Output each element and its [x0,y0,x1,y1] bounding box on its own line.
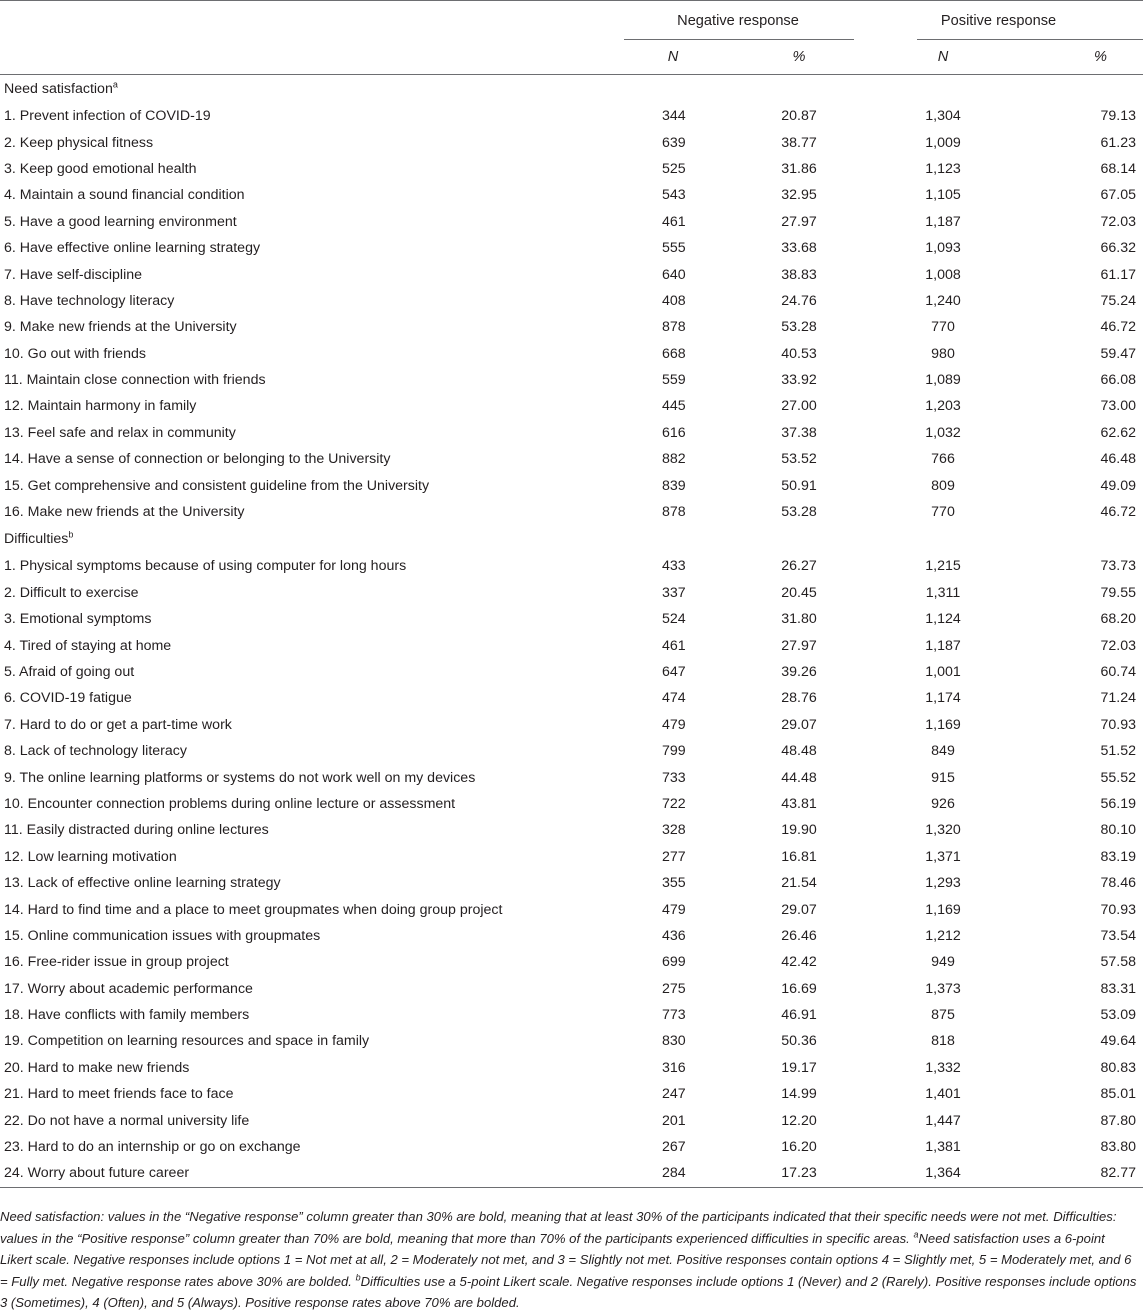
row-label: 12. Maintain harmony in family [4,398,197,415]
table-row [0,738,1143,764]
table-row [0,712,1143,738]
footnote-b-marker: b [355,1272,361,1283]
row-label: 6. Have effective online learning strategy [4,240,261,257]
row-label: 7. Hard to do or get a part-time work [4,716,232,733]
neg-n-cell: 201 [662,1112,686,1129]
table-row [0,1002,1143,1028]
table-row [0,632,1143,658]
positive-group-rule [917,39,1143,40]
row-label: 1. Prevent infection of COVID-19 [4,108,211,125]
neg-pct-cell: 21.54 [781,875,817,892]
section-footnote-marker: b [68,529,74,540]
neg-n-cell: 773 [662,1007,686,1024]
neg-pct-cell: 37.38 [781,424,817,441]
row-label: 8. Have technology literacy [4,292,175,309]
pos-n-cell: 1,373 [925,980,961,997]
pos-pct-cell: 61.17 [1100,266,1137,283]
neg-n-cell: 408 [662,292,686,309]
row-label: 8. Lack of technology literacy [4,743,187,760]
row-label: 19. Competition on learning resources and space in family [4,1033,370,1050]
table-row [0,1107,1143,1133]
positive-response-header: Positive response [940,12,1057,29]
neg-pct-cell: 31.80 [781,611,817,628]
pos-n-cell: 1,447 [925,1112,961,1129]
neg-n-cell: 337 [662,584,686,601]
pos-n-cell: 1,212 [925,927,961,944]
neg-pct-cell: 26.27 [781,558,817,575]
pos-pct-cell: 66.32 [1100,240,1137,257]
pos-pct-cell: 46.72 [1100,504,1137,521]
pos-pct-cell: 73.54 [1100,927,1137,944]
table-body [0,75,1143,1188]
footnote-a-marker: a [913,1229,919,1240]
row-label: 18. Have conflicts with family members [4,1007,250,1024]
table-row [0,420,1143,446]
table-row [0,288,1143,314]
pos-n-cell: 1,311 [925,584,961,601]
neg-n-cell: 328 [662,822,686,839]
table-row [0,870,1143,896]
table-row [0,659,1143,685]
pos-n-cell: 1,304 [925,108,961,125]
pos-pct-cell: 79.13 [1100,108,1137,125]
row-label: 23. Hard to do an internship or go on exchange [4,1139,301,1156]
neg-pct-cell: 31.86 [781,160,817,177]
pos-n-cell: 949 [931,954,955,971]
pos-pct-cell: 79.55 [1100,584,1137,601]
row-label: 14. Have a sense of connection or belonging to the University [4,451,391,468]
neg-n-cell: 524 [662,611,686,628]
pos-pct-cell: 53.09 [1100,1007,1137,1024]
table-row [0,1055,1143,1081]
table-row [0,764,1143,790]
pos-pct-cell: 60.74 [1100,664,1137,680]
row-label: 10. Encounter connection problems during online lecture or assessment [4,795,456,812]
table-row [0,844,1143,870]
pos-n-cell: 1,124 [925,611,961,628]
neg-pct-cell: 28.76 [781,690,817,707]
footnote-b-text: Difficulties use a 5-point Likert scale. Negative responses include options 1 (Never) and 2 (Rarely). Positive responses include options 3 (Sometimes), 4 (Often), and 5 (Always). Positive response rates above 70% are bolded. [0,1273,1137,1311]
neg-pct-cell: 43.81 [781,795,817,812]
neg-pct-cell: 53.52 [781,451,817,468]
pos-n-cell: 1,105 [925,187,961,204]
pos-pct-cell: 55.52 [1100,769,1137,786]
neg-n-cell: 433 [662,558,686,575]
row-label: 13. Lack of effective online learning strategy [4,875,281,892]
row-label: 11. Easily distracted during online lectures [4,822,269,839]
subheader-empty [0,40,622,75]
pos-pct-cell: 80.83 [1100,1059,1137,1076]
row-label: 16. Make new friends at the University [4,504,245,521]
table-row [0,393,1143,419]
neg-n-cell: 344 [662,108,686,125]
neg-n-cell: 479 [662,716,686,733]
table-row [0,949,1143,975]
row-label: 9. The online learning platforms or systems do not work well on my devices [4,769,476,786]
row-label: 13. Feel safe and relax in community [4,424,236,441]
table-row [0,261,1143,287]
table-row [0,156,1143,182]
pos-pct-cell: 70.93 [1100,716,1137,733]
pos-n-cell: 1,169 [925,901,961,918]
pos-n-cell: 1,187 [925,213,961,230]
neg-n-cell: 355 [662,875,686,892]
neg-n-cell: 799 [662,743,686,760]
pos-pct-cell: 62.62 [1100,424,1137,441]
pos-pct-cell: 85.01 [1100,1086,1137,1103]
row-label: 10. Go out with friends [4,345,146,362]
pos-n-cell: 1,240 [925,292,961,309]
pos-pct-cell: 68.20 [1100,611,1137,628]
pos-n-cell: 1,203 [925,398,961,415]
neg-pct-cell: 50.91 [781,477,817,494]
neg-n-cell: 647 [662,664,686,680]
neg-pct-cell: 16.69 [781,980,817,997]
neg-n-cell: 639 [662,134,686,151]
pos-pct-cell: 56.19 [1100,795,1137,812]
pos-n-cell: 849 [931,743,955,760]
neg-pct-header: % [792,49,806,65]
section-footnote-marker: a [112,79,118,90]
pos-n-cell: 980 [931,345,955,362]
row-label: 2. Keep physical fitness [4,134,154,151]
row-label: 24. Worry about future career [4,1165,190,1182]
neg-pct-cell: 48.48 [781,743,817,760]
pos-pct-cell: 83.19 [1100,848,1137,865]
table-row [0,209,1143,235]
row-label: 9. Make new friends at the University [4,319,237,336]
neg-n-cell: 525 [662,160,686,177]
row-label: 15. Get comprehensive and consistent guideline from the University [4,477,430,494]
row-label: 6. COVID-19 fatigue [4,690,132,707]
neg-n-cell: 445 [662,398,686,415]
neg-n-cell: 878 [662,504,686,521]
table-row [0,976,1143,1002]
neg-pct-cell: 53.28 [781,504,817,521]
pos-n-cell: 1,032 [925,424,961,441]
neg-n-cell: 316 [662,1059,686,1076]
table-row [0,817,1143,843]
neg-n-cell: 284 [662,1165,686,1182]
neg-n-cell: 461 [662,213,686,230]
pos-n-cell: 1,293 [925,875,961,892]
neg-pct-cell: 27.97 [781,213,817,230]
pos-pct-cell: 73.00 [1100,398,1137,415]
neg-pct-cell: 19.90 [781,822,817,839]
pos-n-cell: 1,215 [925,558,961,575]
table-row [0,553,1143,579]
pos-n-cell: 1,332 [925,1059,961,1076]
table-row [0,182,1143,208]
pos-n-cell: 1,001 [925,664,961,680]
neg-pct-cell: 53.28 [781,319,817,336]
pos-pct-cell: 83.31 [1100,980,1137,997]
pos-pct-cell: 57.58 [1100,954,1137,971]
row-label: 3. Keep good emotional health [4,160,197,177]
neg-n-cell: 640 [662,266,686,283]
neg-n-cell: 668 [662,345,686,362]
pos-pct-cell: 68.14 [1100,160,1137,177]
pos-pct-cell: 51.52 [1100,743,1137,760]
pos-pct-cell: 71.24 [1100,690,1137,707]
pos-pct-cell: 46.48 [1100,451,1137,468]
neg-pct-cell: 16.20 [781,1139,817,1156]
table-row [0,896,1143,922]
neg-n-cell: 436 [662,927,686,944]
section-title-text: Need satisfaction [4,81,113,97]
pos-pct-cell: 75.24 [1100,292,1137,309]
neg-pct-cell: 20.45 [781,584,817,601]
neg-pct-cell: 16.81 [781,848,817,865]
neg-n-cell: 461 [662,637,686,654]
neg-n-cell: 559 [662,372,686,389]
neg-n-cell: 616 [662,424,686,441]
table-row [0,103,1143,129]
neg-pct-cell: 33.92 [781,372,817,389]
neg-pct-cell: 20.87 [781,108,817,125]
neg-n-cell: 699 [662,954,686,971]
neg-n-cell: 267 [662,1139,686,1156]
pos-n-cell: 766 [931,451,955,468]
table-row [0,446,1143,472]
pos-n-cell: 1,008 [925,266,961,283]
row-label: 17. Worry about academic performance [4,980,253,997]
pos-pct-cell: 83.80 [1100,1139,1137,1156]
negative-response-header: Negative response [677,12,799,29]
row-label: 5. Have a good learning environment [4,213,237,230]
pos-n-cell: 1,093 [925,240,961,257]
pos-pct-header: % [1094,49,1108,65]
pos-pct-cell: 78.46 [1100,875,1137,892]
row-label: 2. Difficult to exercise [4,584,139,601]
neg-pct-cell: 27.97 [781,637,817,654]
pos-n-header: N [937,49,949,65]
pos-pct-cell: 73.73 [1100,558,1137,575]
neg-pct-cell: 14.99 [781,1086,817,1103]
section-row [0,75,1143,104]
neg-pct-cell: 38.77 [781,134,817,151]
table-row [0,472,1143,498]
section-row [0,525,1143,553]
neg-n-cell: 555 [662,240,686,257]
pos-pct-cell: 66.08 [1100,372,1137,389]
pos-n-cell: 1,123 [925,160,961,177]
row-label: 12. Low learning motivation [4,848,177,865]
pos-n-cell: 1,320 [925,822,961,839]
pos-pct-cell: 70.93 [1100,901,1137,918]
neg-n-cell: 543 [662,187,686,204]
neg-pct-cell: 17.23 [781,1165,817,1182]
row-label: 21. Hard to meet friends face to face [4,1086,234,1103]
row-label: 11. Maintain close connection with friends [4,372,266,389]
pos-pct-cell: 87.80 [1100,1112,1137,1129]
neg-n-cell: 839 [662,477,686,494]
table-row [0,1081,1143,1107]
neg-pct-cell: 12.20 [781,1112,817,1129]
table-footnote [0,1206,1138,1314]
pos-n-cell: 770 [931,319,955,336]
table-row [0,314,1143,340]
table-row [0,580,1143,606]
neg-n-cell: 479 [662,901,686,918]
neg-n-cell: 247 [662,1086,686,1103]
pos-n-cell: 809 [931,477,955,494]
row-label: 16. Free-rider issue in group project [4,954,229,971]
neg-pct-cell: 32.95 [781,187,817,204]
pos-n-cell: 1,089 [925,372,961,389]
pos-n-cell: 1,174 [925,690,961,707]
table-row [0,923,1143,949]
pos-n-cell: 1,187 [925,637,961,654]
neg-n-cell: 882 [662,451,686,468]
neg-pct-cell: 40.53 [781,345,817,362]
pos-n-cell: 1,009 [925,134,961,151]
pos-n-cell: 915 [931,769,955,786]
neg-pct-cell: 39.26 [781,664,817,680]
neg-pct-cell: 46.91 [781,1007,817,1024]
pos-n-cell: 1,169 [925,716,961,733]
row-label: 4. Tired of staying at home [4,637,172,654]
neg-pct-cell: 38.83 [781,266,817,283]
section-title-text: Difficulties [4,531,69,548]
neg-pct-cell: 42.42 [781,954,817,971]
table-row [0,367,1143,393]
pos-pct-cell: 46.72 [1100,319,1137,336]
negative-group-rule [624,39,854,40]
row-label: 14. Hard to find time and a place to meet groupmates when doing group project [4,901,503,918]
row-label: 3. Emotional symptoms [4,611,152,628]
row-label: 1. Physical symptoms because of using computer for long hours [4,558,407,575]
pos-pct-cell: 67.05 [1100,187,1137,204]
row-label: 5. Afraid of going out [4,664,135,680]
neg-n-header: N [667,49,679,65]
neg-n-cell: 830 [662,1033,686,1050]
table-row [0,1134,1143,1160]
neg-pct-cell: 19.17 [781,1059,817,1076]
neg-pct-cell: 33.68 [781,240,817,257]
pos-pct-cell: 61.23 [1100,134,1137,151]
pos-n-cell: 875 [931,1007,955,1024]
section-title [0,525,1143,553]
pos-pct-cell: 49.64 [1100,1033,1137,1050]
section-title [0,75,1143,104]
table-row [0,1160,1143,1187]
neg-n-cell: 474 [662,690,686,707]
neg-pct-cell: 29.07 [781,716,817,733]
footnote-a-text: Need satisfaction uses a 6-point Likert scale. Negative responses include options 1 = Not met at all, 2 = Moderately not met, and 3 = Slightly not met. Positive responses contain options 4 = Slightly met, 5 = Moderately met, and 6 = Fully met. Negative response rates above 30% are bolded. [0,1230,1132,1289]
pos-n-cell: 1,401 [925,1086,961,1103]
table-row [0,1028,1143,1054]
pos-n-cell: 1,381 [925,1139,961,1156]
neg-n-cell: 275 [662,980,686,997]
neg-pct-cell: 27.00 [781,398,817,415]
table-row [0,235,1143,261]
neg-n-cell: 733 [662,769,686,786]
row-label: 4. Maintain a sound financial condition [4,187,245,204]
neg-pct-cell: 44.48 [781,769,817,786]
neg-pct-cell: 29.07 [781,901,817,918]
pos-n-cell: 926 [931,795,955,812]
pos-pct-cell: 82.77 [1100,1165,1137,1182]
table-row [0,685,1143,711]
pos-pct-cell: 49.09 [1100,477,1137,494]
table-row [0,606,1143,632]
neg-n-cell: 722 [662,795,686,812]
pos-pct-cell: 59.47 [1100,345,1137,362]
pos-pct-cell: 80.10 [1100,822,1137,839]
row-label: 7. Have self-discipline [4,266,142,283]
neg-pct-cell: 50.36 [781,1033,817,1050]
pos-n-cell: 770 [931,504,955,521]
pos-pct-cell: 72.03 [1100,213,1137,230]
footnote-main: Need satisfaction: values in the “Negative response” column greater than 30% are bold, meaning that at least 30% of the participants indicated that their specific needs were not met. Difficulties: values in the “Positive response” column greater than 70% are bold, meaning that more than 70% of the participants experienced difficulties in specific areas. [0,1209,1117,1246]
table-row [0,341,1143,367]
neg-pct-cell: 26.46 [781,927,817,944]
neg-n-cell: 878 [662,319,686,336]
row-label: 20. Hard to make new friends [4,1059,190,1076]
pos-n-cell: 1,364 [925,1165,961,1182]
row-label: 15. Online communication issues with groupmates [4,927,321,944]
pos-n-cell: 818 [931,1033,955,1050]
row-label: 22. Do not have a normal university life [4,1112,250,1129]
pos-pct-cell: 72.03 [1100,637,1137,654]
table-row [0,791,1143,817]
table-row [0,129,1143,155]
header-empty [0,1,622,41]
table-row [0,499,1143,525]
neg-n-cell: 277 [662,848,686,865]
pos-n-cell: 1,371 [925,848,961,865]
neg-pct-cell: 24.76 [781,292,817,309]
